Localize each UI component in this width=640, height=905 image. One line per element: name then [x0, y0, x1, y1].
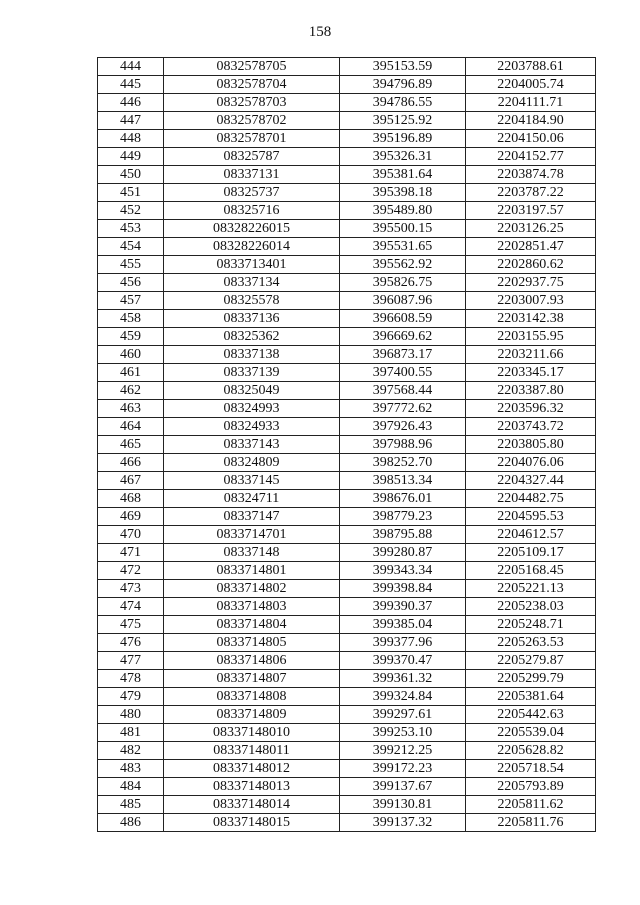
row-index-cell: 465 — [98, 436, 164, 454]
y-coordinate-cell: 2204612.57 — [466, 526, 596, 544]
point-id-cell: 0833714701 — [164, 526, 340, 544]
row-index-cell: 461 — [98, 364, 164, 382]
table-row — [98, 724, 596, 742]
y-coordinate-cell: 2205718.54 — [466, 760, 596, 778]
row-index-cell: 472 — [98, 562, 164, 580]
row-index-cell: 479 — [98, 688, 164, 706]
y-coordinate-cell: 2205263.53 — [466, 634, 596, 652]
x-coordinate-cell: 397400.55 — [340, 364, 466, 382]
table-row — [98, 148, 596, 166]
point-id-cell: 0833714801 — [164, 562, 340, 580]
y-coordinate-cell: 2205628.82 — [466, 742, 596, 760]
x-coordinate-cell: 398676.01 — [340, 490, 466, 508]
y-coordinate-cell: 2205442.63 — [466, 706, 596, 724]
x-coordinate-cell: 395153.59 — [340, 58, 466, 76]
y-coordinate-cell: 2205279.87 — [466, 652, 596, 670]
point-id-cell: 0833714802 — [164, 580, 340, 598]
y-coordinate-cell: 2205168.45 — [466, 562, 596, 580]
x-coordinate-cell: 399280.87 — [340, 544, 466, 562]
x-coordinate-cell: 398779.23 — [340, 508, 466, 526]
table-row — [98, 796, 596, 814]
table-row — [98, 274, 596, 292]
table-row — [98, 706, 596, 724]
y-coordinate-cell: 2202851.47 — [466, 238, 596, 256]
row-index-cell: 452 — [98, 202, 164, 220]
y-coordinate-cell: 2205811.62 — [466, 796, 596, 814]
y-coordinate-cell: 2205381.64 — [466, 688, 596, 706]
point-id-cell: 08337148013 — [164, 778, 340, 796]
row-index-cell: 466 — [98, 454, 164, 472]
point-id-cell: 08337145 — [164, 472, 340, 490]
point-id-cell: 08325362 — [164, 328, 340, 346]
table-row — [98, 634, 596, 652]
point-id-cell: 08325049 — [164, 382, 340, 400]
row-index-cell: 474 — [98, 598, 164, 616]
y-coordinate-cell: 2205793.89 — [466, 778, 596, 796]
x-coordinate-cell: 396608.59 — [340, 310, 466, 328]
point-id-cell: 0833714803 — [164, 598, 340, 616]
y-coordinate-cell: 2203211.66 — [466, 346, 596, 364]
table-row — [98, 616, 596, 634]
x-coordinate-cell: 399370.47 — [340, 652, 466, 670]
y-coordinate-cell: 2204327.44 — [466, 472, 596, 490]
table-row — [98, 526, 596, 544]
row-index-cell: 448 — [98, 130, 164, 148]
y-coordinate-cell: 2205299.79 — [466, 670, 596, 688]
row-index-cell: 481 — [98, 724, 164, 742]
table-row — [98, 202, 596, 220]
x-coordinate-cell: 399385.04 — [340, 616, 466, 634]
x-coordinate-cell: 398252.70 — [340, 454, 466, 472]
row-index-cell: 484 — [98, 778, 164, 796]
y-coordinate-cell: 2204595.53 — [466, 508, 596, 526]
point-id-cell: 08337148011 — [164, 742, 340, 760]
y-coordinate-cell: 2202860.62 — [466, 256, 596, 274]
row-index-cell: 457 — [98, 292, 164, 310]
y-coordinate-cell: 2203874.78 — [466, 166, 596, 184]
y-coordinate-cell: 2205238.03 — [466, 598, 596, 616]
y-coordinate-cell: 2203142.38 — [466, 310, 596, 328]
row-index-cell: 456 — [98, 274, 164, 292]
row-index-cell: 464 — [98, 418, 164, 436]
row-index-cell: 445 — [98, 76, 164, 94]
y-coordinate-cell: 2203596.32 — [466, 400, 596, 418]
x-coordinate-cell: 394796.89 — [340, 76, 466, 94]
table-row — [98, 562, 596, 580]
point-id-cell: 0833714808 — [164, 688, 340, 706]
point-id-cell: 08337148012 — [164, 760, 340, 778]
x-coordinate-cell: 399324.84 — [340, 688, 466, 706]
point-id-cell: 0832578703 — [164, 94, 340, 112]
row-index-cell: 486 — [98, 814, 164, 832]
x-coordinate-cell: 396669.62 — [340, 328, 466, 346]
row-index-cell: 454 — [98, 238, 164, 256]
row-index-cell: 463 — [98, 400, 164, 418]
page-number: 158 — [308, 24, 332, 40]
point-id-cell: 0833714805 — [164, 634, 340, 652]
table-row — [98, 166, 596, 184]
table-row — [98, 436, 596, 454]
y-coordinate-cell: 2203788.61 — [466, 58, 596, 76]
row-index-cell: 450 — [98, 166, 164, 184]
point-id-cell: 08337147 — [164, 508, 340, 526]
point-id-cell: 08337148 — [164, 544, 340, 562]
table-row — [98, 760, 596, 778]
row-index-cell: 451 — [98, 184, 164, 202]
x-coordinate-cell: 395826.75 — [340, 274, 466, 292]
point-id-cell: 08325716 — [164, 202, 340, 220]
table-row — [98, 400, 596, 418]
table-row — [98, 418, 596, 436]
x-coordinate-cell: 395562.92 — [340, 256, 466, 274]
y-coordinate-cell: 2203126.25 — [466, 220, 596, 238]
x-coordinate-cell: 399377.96 — [340, 634, 466, 652]
y-coordinate-cell: 2204076.06 — [466, 454, 596, 472]
x-coordinate-cell: 395125.92 — [340, 112, 466, 130]
y-coordinate-cell: 2204482.75 — [466, 490, 596, 508]
x-coordinate-cell: 399398.84 — [340, 580, 466, 598]
x-coordinate-cell: 399130.81 — [340, 796, 466, 814]
row-index-cell: 460 — [98, 346, 164, 364]
x-coordinate-cell: 395500.15 — [340, 220, 466, 238]
y-coordinate-cell: 2203197.57 — [466, 202, 596, 220]
y-coordinate-cell: 2203155.95 — [466, 328, 596, 346]
x-coordinate-cell: 395531.65 — [340, 238, 466, 256]
row-index-cell: 462 — [98, 382, 164, 400]
coordinates-table — [97, 57, 596, 832]
y-coordinate-cell: 2204152.77 — [466, 148, 596, 166]
row-index-cell: 453 — [98, 220, 164, 238]
point-id-cell: 08324993 — [164, 400, 340, 418]
table-row — [98, 544, 596, 562]
row-index-cell: 477 — [98, 652, 164, 670]
x-coordinate-cell: 399297.61 — [340, 706, 466, 724]
y-coordinate-cell: 2204005.74 — [466, 76, 596, 94]
row-index-cell: 449 — [98, 148, 164, 166]
x-coordinate-cell: 399137.32 — [340, 814, 466, 832]
x-coordinate-cell: 396087.96 — [340, 292, 466, 310]
x-coordinate-cell: 395381.64 — [340, 166, 466, 184]
x-coordinate-cell: 397568.44 — [340, 382, 466, 400]
point-id-cell: 08337134 — [164, 274, 340, 292]
x-coordinate-cell: 399172.23 — [340, 760, 466, 778]
y-coordinate-cell: 2205221.13 — [466, 580, 596, 598]
point-id-cell: 0832578702 — [164, 112, 340, 130]
table-row — [98, 688, 596, 706]
point-id-cell: 08325737 — [164, 184, 340, 202]
point-id-cell: 08325578 — [164, 292, 340, 310]
x-coordinate-cell: 396873.17 — [340, 346, 466, 364]
table-row — [98, 490, 596, 508]
table-row — [98, 580, 596, 598]
table-row — [98, 112, 596, 130]
row-index-cell: 469 — [98, 508, 164, 526]
x-coordinate-cell: 399361.32 — [340, 670, 466, 688]
row-index-cell: 459 — [98, 328, 164, 346]
table-row — [98, 598, 596, 616]
table-row — [98, 508, 596, 526]
table-row — [98, 256, 596, 274]
row-index-cell: 470 — [98, 526, 164, 544]
y-coordinate-cell: 2202937.75 — [466, 274, 596, 292]
row-index-cell: 458 — [98, 310, 164, 328]
point-id-cell: 0833714809 — [164, 706, 340, 724]
table-row — [98, 364, 596, 382]
point-id-cell: 08337136 — [164, 310, 340, 328]
x-coordinate-cell: 397772.62 — [340, 400, 466, 418]
row-index-cell: 444 — [98, 58, 164, 76]
table-row — [98, 346, 596, 364]
point-id-cell: 0832578705 — [164, 58, 340, 76]
row-index-cell: 475 — [98, 616, 164, 634]
table-row — [98, 454, 596, 472]
y-coordinate-cell: 2205109.17 — [466, 544, 596, 562]
table-row — [98, 814, 596, 832]
point-id-cell: 08328226015 — [164, 220, 340, 238]
row-index-cell: 468 — [98, 490, 164, 508]
point-id-cell: 08337148010 — [164, 724, 340, 742]
row-index-cell: 482 — [98, 742, 164, 760]
point-id-cell: 08337131 — [164, 166, 340, 184]
row-index-cell: 446 — [98, 94, 164, 112]
x-coordinate-cell: 395398.18 — [340, 184, 466, 202]
row-index-cell: 467 — [98, 472, 164, 490]
point-id-cell: 08324809 — [164, 454, 340, 472]
table-row — [98, 742, 596, 760]
point-id-cell: 08328226014 — [164, 238, 340, 256]
table-row — [98, 670, 596, 688]
y-coordinate-cell: 2203345.17 — [466, 364, 596, 382]
y-coordinate-cell: 2203387.80 — [466, 382, 596, 400]
row-index-cell: 476 — [98, 634, 164, 652]
y-coordinate-cell: 2203787.22 — [466, 184, 596, 202]
table-row — [98, 382, 596, 400]
row-index-cell: 478 — [98, 670, 164, 688]
x-coordinate-cell: 399253.10 — [340, 724, 466, 742]
point-id-cell: 08337138 — [164, 346, 340, 364]
point-id-cell: 08337148014 — [164, 796, 340, 814]
y-coordinate-cell: 2203743.72 — [466, 418, 596, 436]
table-row — [98, 58, 596, 76]
table-row — [98, 310, 596, 328]
row-index-cell: 480 — [98, 706, 164, 724]
x-coordinate-cell: 399137.67 — [340, 778, 466, 796]
row-index-cell: 473 — [98, 580, 164, 598]
table-row — [98, 130, 596, 148]
point-id-cell: 0833713401 — [164, 256, 340, 274]
point-id-cell: 08337143 — [164, 436, 340, 454]
point-id-cell: 08325787 — [164, 148, 340, 166]
y-coordinate-cell: 2204184.90 — [466, 112, 596, 130]
row-index-cell: 447 — [98, 112, 164, 130]
point-id-cell: 08337139 — [164, 364, 340, 382]
x-coordinate-cell: 395489.80 — [340, 202, 466, 220]
x-coordinate-cell: 397926.43 — [340, 418, 466, 436]
y-coordinate-cell: 2203805.80 — [466, 436, 596, 454]
y-coordinate-cell: 2204111.71 — [466, 94, 596, 112]
x-coordinate-cell: 395196.89 — [340, 130, 466, 148]
y-coordinate-cell: 2204150.06 — [466, 130, 596, 148]
table-row — [98, 184, 596, 202]
point-id-cell: 0832578701 — [164, 130, 340, 148]
x-coordinate-cell: 399390.37 — [340, 598, 466, 616]
row-index-cell: 455 — [98, 256, 164, 274]
table-row — [98, 76, 596, 94]
table-row — [98, 238, 596, 256]
point-id-cell: 0833714804 — [164, 616, 340, 634]
table-row — [98, 778, 596, 796]
table-row — [98, 472, 596, 490]
table-body — [98, 58, 596, 832]
x-coordinate-cell: 398795.88 — [340, 526, 466, 544]
x-coordinate-cell: 399212.25 — [340, 742, 466, 760]
table-row — [98, 220, 596, 238]
point-id-cell: 0832578704 — [164, 76, 340, 94]
row-index-cell: 471 — [98, 544, 164, 562]
point-id-cell: 0833714807 — [164, 670, 340, 688]
y-coordinate-cell: 2205248.71 — [466, 616, 596, 634]
x-coordinate-cell: 399343.34 — [340, 562, 466, 580]
table-row — [98, 94, 596, 112]
row-index-cell: 485 — [98, 796, 164, 814]
y-coordinate-cell: 2203007.93 — [466, 292, 596, 310]
x-coordinate-cell: 394786.55 — [340, 94, 466, 112]
point-id-cell: 08324933 — [164, 418, 340, 436]
row-index-cell: 483 — [98, 760, 164, 778]
table-row — [98, 292, 596, 310]
point-id-cell: 0833714806 — [164, 652, 340, 670]
y-coordinate-cell: 2205811.76 — [466, 814, 596, 832]
x-coordinate-cell: 398513.34 — [340, 472, 466, 490]
table-row — [98, 652, 596, 670]
x-coordinate-cell: 395326.31 — [340, 148, 466, 166]
y-coordinate-cell: 2205539.04 — [466, 724, 596, 742]
x-coordinate-cell: 397988.96 — [340, 436, 466, 454]
point-id-cell: 08324711 — [164, 490, 340, 508]
point-id-cell: 08337148015 — [164, 814, 340, 832]
table-row — [98, 328, 596, 346]
